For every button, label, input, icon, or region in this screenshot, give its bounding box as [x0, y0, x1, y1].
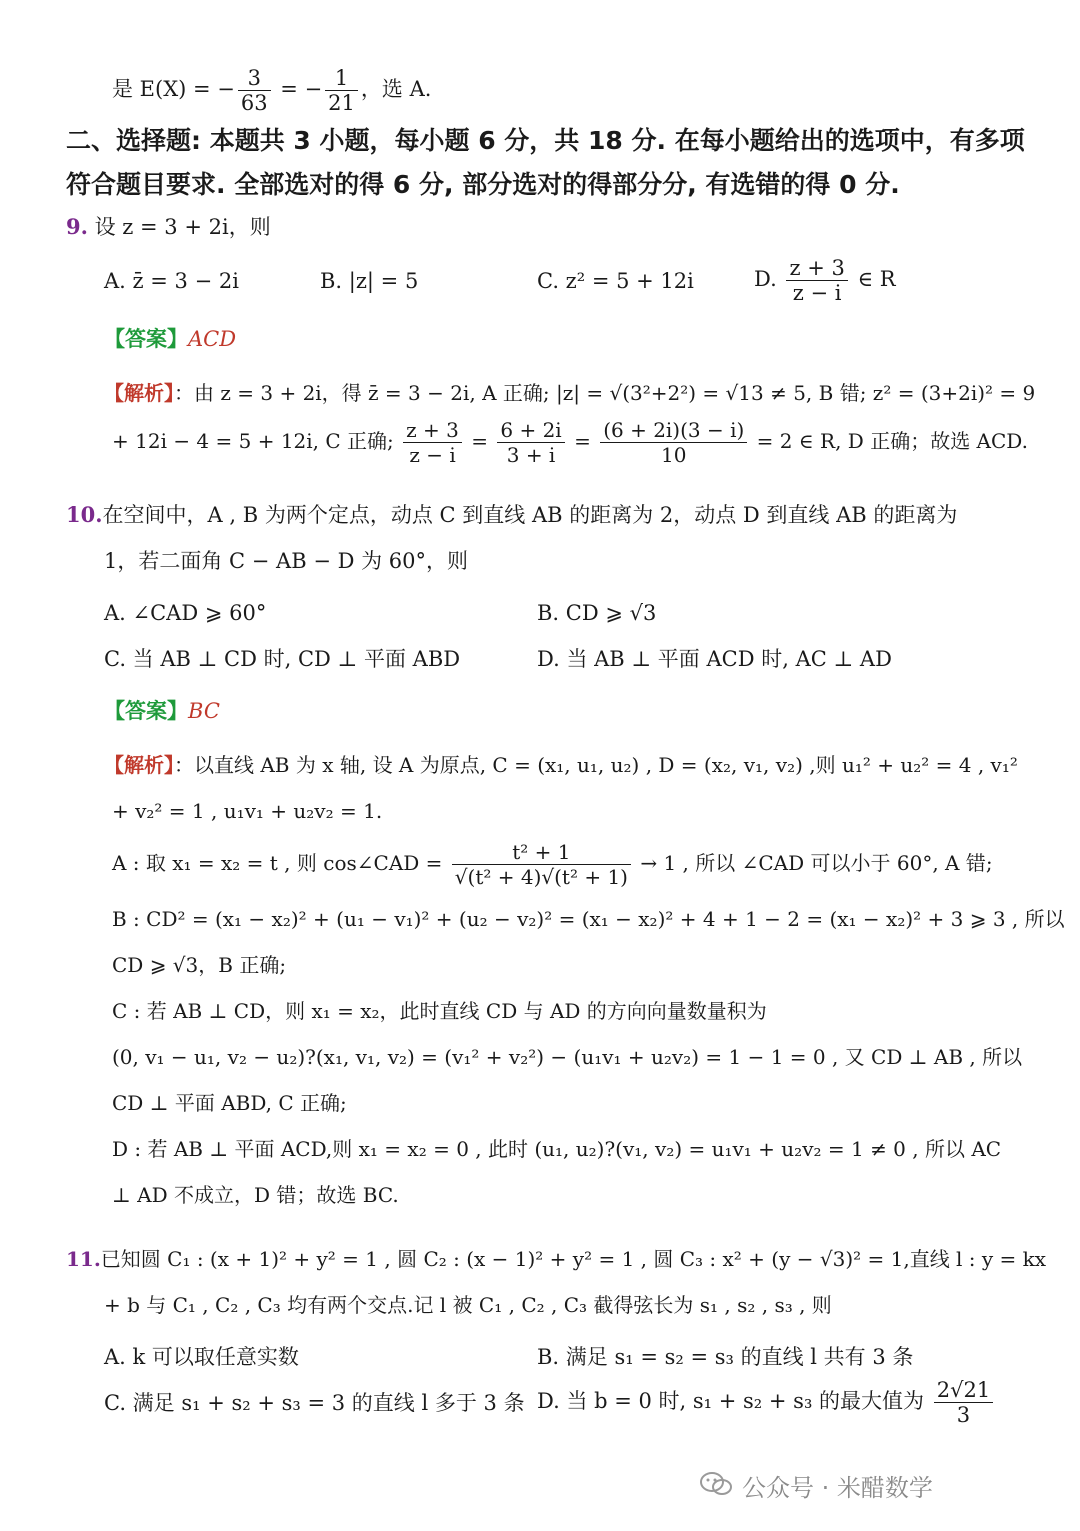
fraction: $\frac{3}{63}$	[238, 66, 271, 115]
question-number: 10.	[66, 502, 103, 527]
q10-analysis-line5: CD ⩾ √3，B 正确;	[112, 953, 287, 977]
q10-analysis-line8: CD ⊥ 平面 ABD, C 正确;	[112, 1091, 347, 1115]
q10-answer	[104, 696, 220, 726]
answer-value: ACD	[188, 327, 237, 351]
analysis-tag: 【解析】	[104, 381, 174, 405]
q11-option-d: D. 当 b = 0 时, s₁ + s₂ + s₃ 的最大值为 $\frac{2√21}{3}$	[537, 1378, 996, 1427]
fraction: $\frac{6 + 2i}{3 + i}$	[497, 418, 564, 467]
wechat-icon	[698, 1470, 734, 1498]
question-text: 已知圆 C₁ : (x + 1)² + y² = 1 , 圆 C₂ : (x − 1)² + y² = 1 , 圆 C₃ : x² + (y − √3)² = 1,直线 l : y = kx	[100, 1247, 1047, 1271]
q10-option-b: B. CD ⩾ √3	[537, 601, 657, 625]
q11-option-a: A. k 可以取任意实数	[104, 1345, 299, 1369]
q10-option-a: A. ∠CAD ⩾ 60°	[104, 601, 267, 625]
intro-prefix: 是 E(X) = −	[112, 77, 235, 101]
question-10-stem-line2: 1，若二面角 C − AB − D 为 60°，则	[104, 549, 469, 573]
section-heading-line2: 符合题目要求. 全部选对的得 6 分, 部分选对的得部分分, 有选错的得 0 分.	[66, 170, 900, 199]
q10-analysis-line4: B : CD² = (x₁ − x₂)² + (u₁ − v₁)² + (u₂ − v₂)² = (x₁ − x₂)² + 4 + 1 − 2 = (x₁ − x₂)² + 3 ⩾ 3 , 所以	[112, 907, 1065, 931]
q9-option-a: A. z̄ = 3 − 2i	[104, 269, 239, 293]
q11-option-b: B. 满足 s₁ = s₂ = s₃ 的直线 l 共有 3 条	[537, 1345, 914, 1369]
question-9-stem	[66, 212, 271, 242]
answer-value: BC	[188, 699, 220, 723]
question-text: 在空间中，A , B 为两个定点，动点 C 到直线 AB 的距离为 2，动点 D 到直线 AB 的距离为	[102, 503, 958, 527]
q10-analysis-line9: D : 若 AB ⊥ 平面 ACD,则 x₁ = x₂ = 0 , 此时 (u₁, u₂)?(v₁, v₂) = u₁v₁ + u₂v₂ = 1 ≠ 0 , 所以 AC	[112, 1137, 1002, 1161]
q9-option-c: C. z² = 5 + 12i	[537, 269, 694, 293]
watermark-text: 公众号 · 米醋数学	[742, 1474, 933, 1502]
q10-analysis-line2: + v₂² = 1 , u₁v₁ + u₂v₂ = 1.	[112, 799, 383, 823]
q10-analysis-line7: (0, v₁ − u₁, v₂ − u₂)?(x₁, v₁, v₂) = (v₁² + v₂²) − (u₁v₁ + u₂v₂) = 1 − 1 = 0 , 又 CD ⊥ AB , 所以	[112, 1045, 1023, 1069]
q9-option-d: D. $\frac{z + 3}{z - i}$ ∈ R	[754, 256, 896, 305]
fraction: $\frac{1}{21}$	[325, 66, 358, 115]
fraction: $\frac{2√21}{3}$	[934, 1378, 993, 1427]
q10-analysis-line3: A : 取 x₁ = x₂ = t , 则 cos∠CAD = $\frac{\text{t² + 1}}{\text{√(t² + 4)√(t² + 1)}}$ → 1 , 所以 ∠CAD 可以小于 60°, A 错;	[112, 840, 993, 889]
question-10-stem-line1	[66, 500, 957, 530]
answer-tag: 【答案】	[104, 327, 188, 351]
question-11-stem-line2: + b 与 C₁ , C₂ , C₃ 均有两个交点.记 l 被 C₁ , C₂ , C₃ 截得弦长为 s₁ , s₂ , s₃ , 则	[104, 1293, 832, 1317]
question-number: 9.	[66, 214, 88, 239]
question-number: 11.	[66, 1247, 101, 1271]
fraction: $\frac{\text{t² + 1}}{\text{√(t² + 4)√(t² + 1)}}$	[452, 840, 631, 889]
q9-analysis-line2: + 12i − 4 = 5 + 12i, C 正确; $\frac{z + 3}{z - i}$ = $\frac{6 + 2i}{3 + i}$ = $\frac{(6 + 2i)(3 - i)}{10}$ = 2 ∈ R, D 正确；故选 ACD.	[112, 418, 1028, 467]
q10-analysis-line1: 【解析】：以直线 AB 为 x 轴, 设 A 为原点, C = (x₁, u₁, u₂) , D = (x₂, v₁, v₂) ,则 u₁² + u₂² = 4 , v₁²	[104, 753, 1018, 777]
q9-answer	[104, 324, 236, 354]
fraction: $\frac{z + 3}{z - i}$	[403, 418, 462, 467]
q10-option-d: D. 当 AB ⊥ 平面 ACD 时, AC ⊥ AD	[537, 647, 892, 671]
q10-option-c: C. 当 AB ⊥ CD 时, CD ⊥ 平面 ABD	[104, 647, 461, 671]
analysis-tag: 【解析】	[104, 753, 174, 777]
question-11-stem-line1	[66, 1244, 1046, 1274]
section-heading-line1: 二、选择题: 本题共 3 小题，每小题 6 分，共 18 分. 在每小题给出的选项中，有多项	[66, 126, 1025, 155]
q10-analysis-line10: ⊥ AD 不成立，D 错；故选 BC.	[112, 1183, 399, 1207]
intro-result-line: 是 E(X) = − $\frac{3}{63}$ = − $\frac{1}{21}$ ，选 A.	[112, 66, 432, 115]
q9-analysis-line1: 【解析】：由 z = 3 + 2i，得 z̄ = 3 − 2i, A 正确; |z| = √(3²+2²) = √13 ≠ 5, B 错; z² = (3+2i)² = 9	[104, 381, 1036, 405]
q10-analysis-line6: C : 若 AB ⊥ CD，则 x₁ = x₂，此时直线 CD 与 AD 的方向向量数量积为	[112, 999, 767, 1023]
fraction: $\frac{(6 + 2i)(3 - i)}{10}$	[600, 418, 747, 467]
q9-option-b: B. |z| = 5	[320, 269, 419, 293]
answer-tag: 【答案】	[104, 699, 188, 723]
q11-option-c: C. 满足 s₁ + s₂ + s₃ = 3 的直线 l 多于 3 条	[104, 1391, 525, 1415]
question-text: 设 z = 3 + 2i，则	[94, 215, 271, 239]
fraction: $\frac{z + 3}{z - i}$	[786, 256, 847, 305]
